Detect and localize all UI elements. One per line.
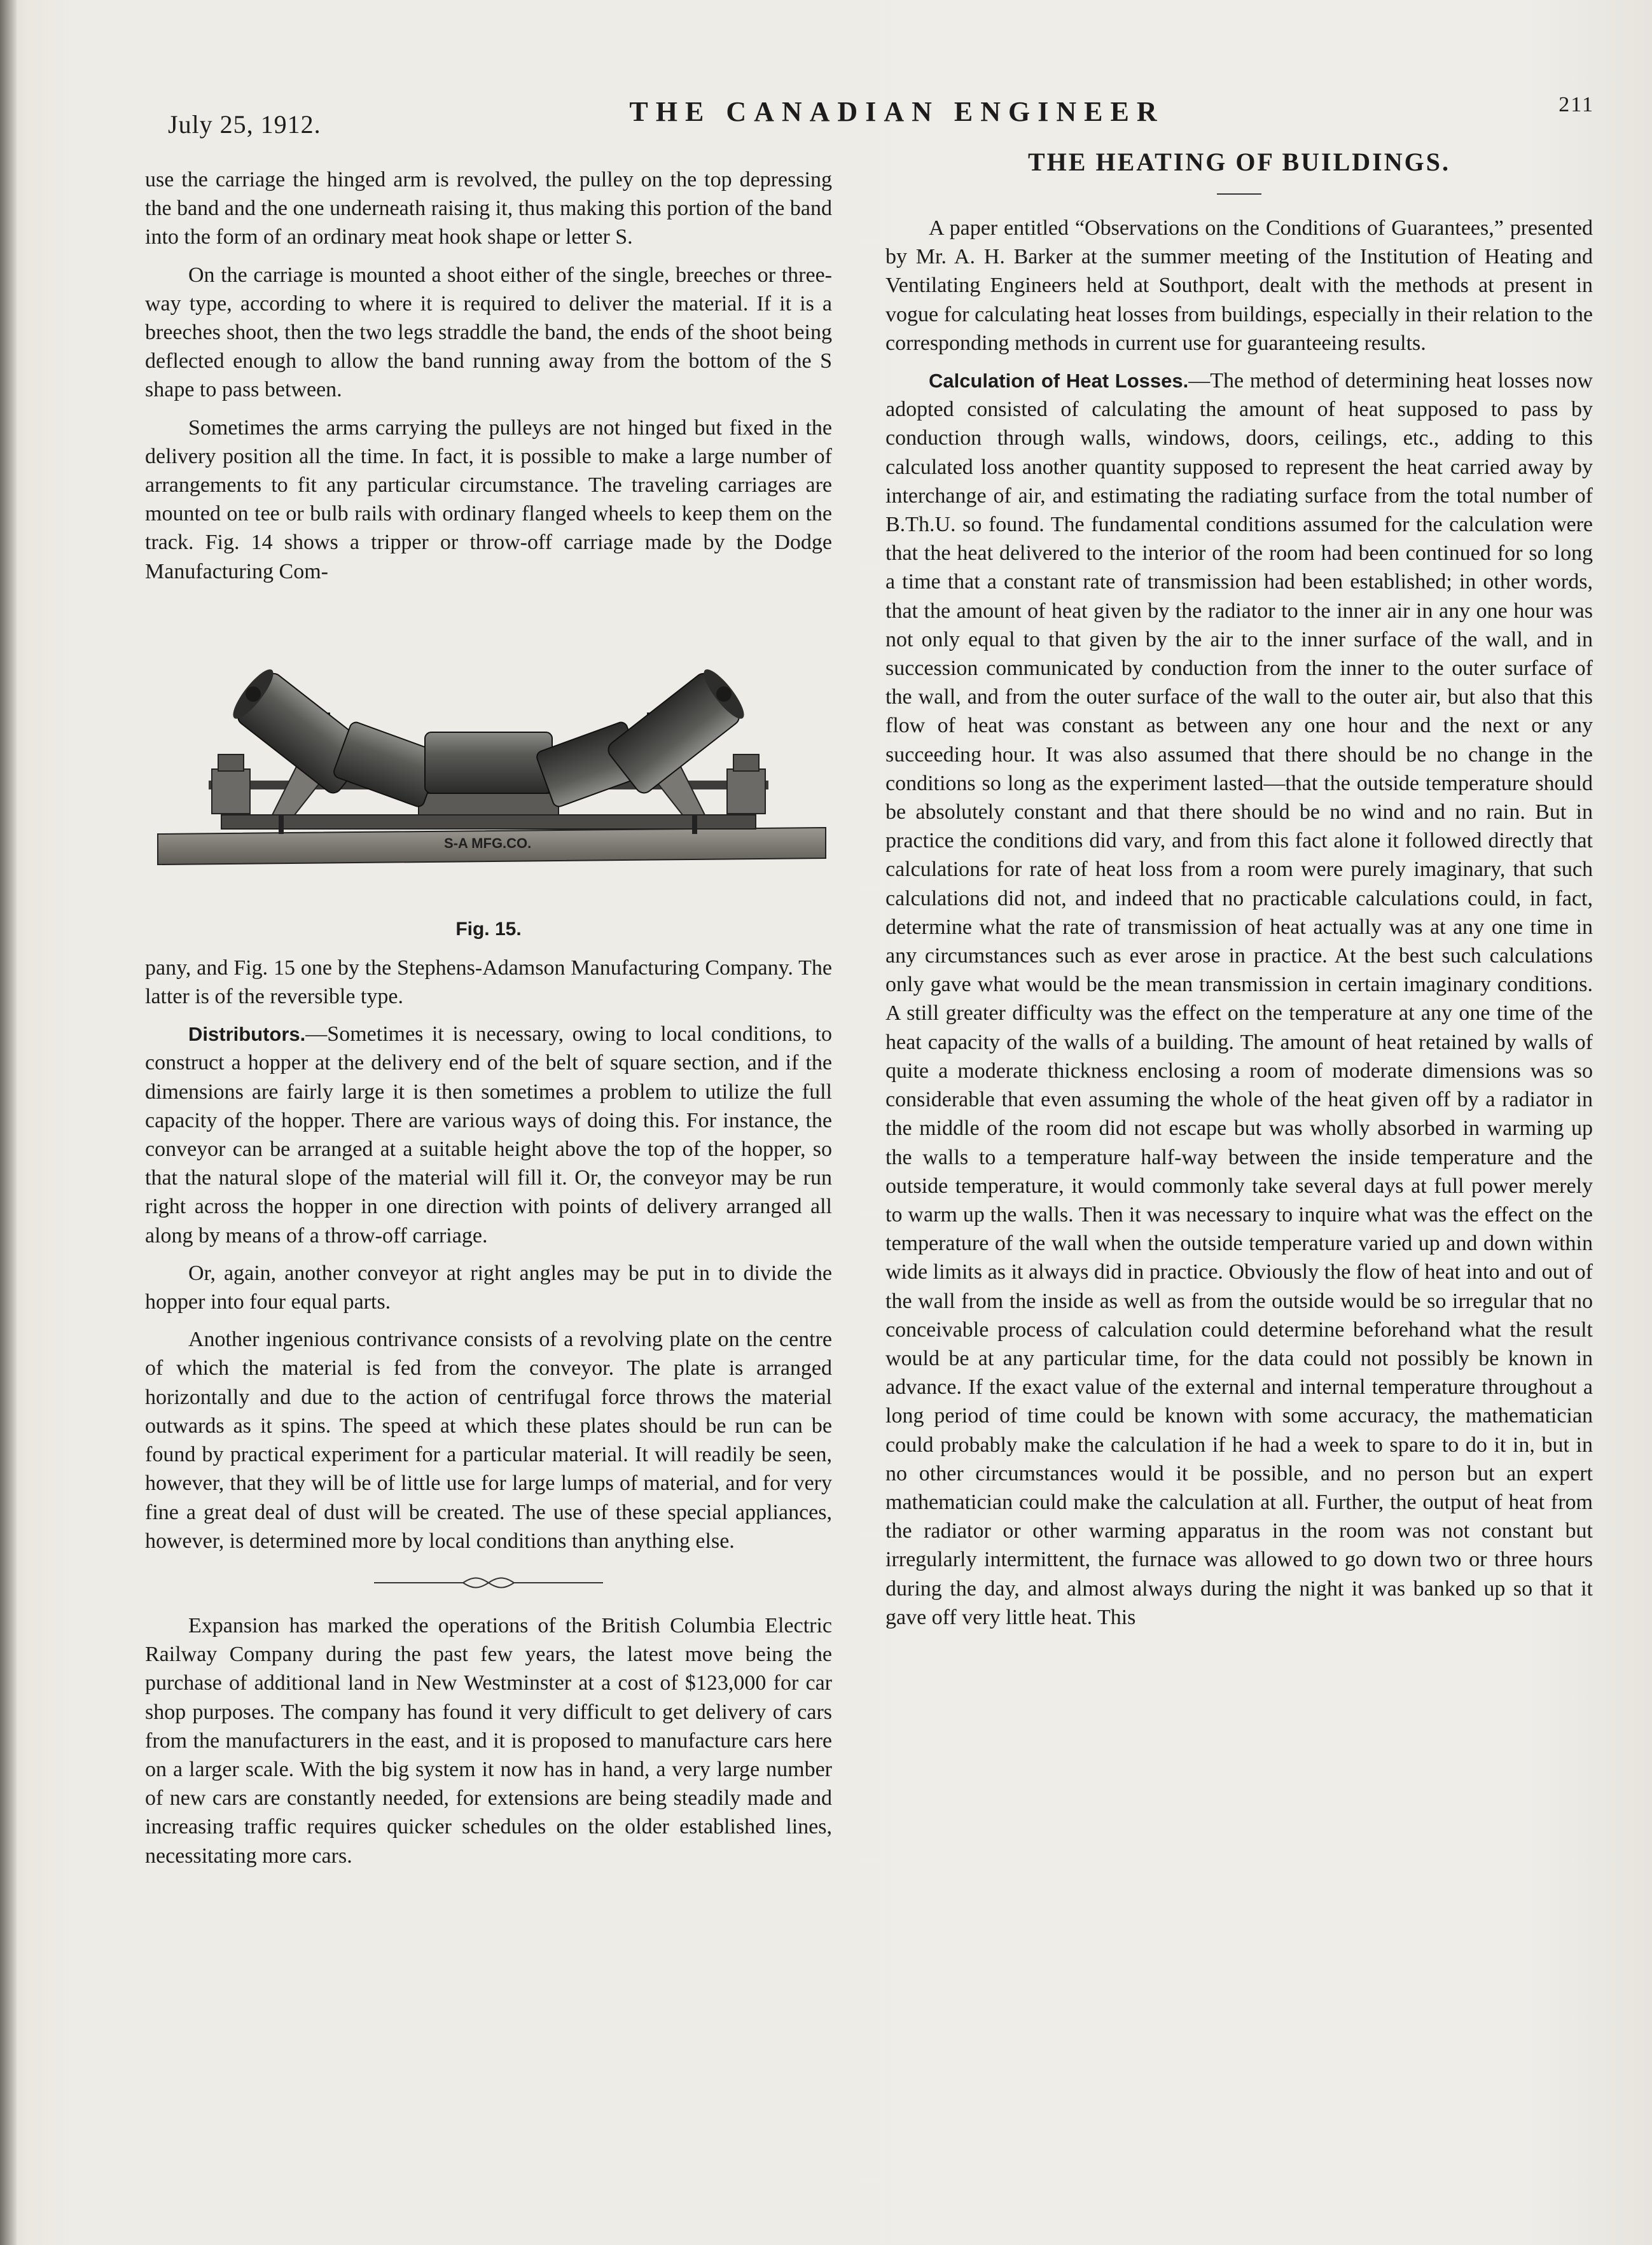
binding-gutter	[0, 0, 17, 2245]
left-column	[145, 165, 832, 1870]
journal-title: THE CANADIAN ENGINEER	[629, 96, 1165, 127]
figure-caption: Fig. 15.	[455, 918, 522, 940]
article-title: THE HEATING OF BUILDINGS.	[1027, 148, 1450, 176]
issue-date: July 25, 1912.	[168, 110, 321, 139]
paragraph: A paper entitled “Observations on the Conditions of Guarantees,” presented by Mr. A. H. Barker at the summer meeting of the Institution of Heating and Ventilating Engineers held at Southport, dealt with the methods at present in vogue for calculating heat losses from buildings, especially in their relation to the corresponding methods in current use for guaranteeing results.	[885, 216, 1593, 355]
maker-plate-text: S-A MFG.CO.	[444, 835, 532, 851]
page-number: 211	[1558, 93, 1594, 116]
paragraph: Another ingenious contrivance consists of a revolving plate on the centre of which the material is fed from the conveyor. The plate is arranged horizontally and due to the action of centrifugal force throws the material outwards as it spins. The speed at which these plates should be run can be found by practical experiment for a particular material. It will readily be seen, however, that they will be of little use for large lumps of material, and for very fine a great deal of dust will be created. The use of these special appliances, however, is determined more by local conditions than anything else.	[145, 1328, 832, 1553]
figure-conveyor-idler	[145, 624, 832, 904]
paragraph: use the carriage the hinged arm is revolved, the pulley on the top depressing the band and the one underneath raising it, thus making this portion of the band into the form of an ordinary meat hook shape or letter S.	[145, 168, 832, 249]
paragraph	[885, 366, 1593, 1632]
paragraph	[145, 1020, 832, 1250]
ornamental-divider	[374, 1573, 603, 1592]
paragraph: pany, and Fig. 15 one by the Stephens-Adamson Manufacturing Company. The latter is of the reversible type.	[145, 956, 832, 1009]
right-column	[885, 146, 1593, 1632]
paragraph-text: —The method of determining heat losses now adopted consisted of calculating the amount of heat supposed to pass by conduction through walls, windows, doors, ceilings, etc., adding to this calculated loss another quantity supposed to represent the heat carried away by interchange of air, and estimating the radiating surface from the total number of B.Th.U. so found. The fundamental conditions assumed for the calculation were that the heat delivered to the interior of the room had been continued for so long a time that a constant rate of transmission had been established; in other words, that the amount of heat given by the radiator to the inner air in any one hour was not only equal to that given by the air to the inner surface of the wall, and in succession communicated by conduction from the inner to the outer surface of the wall, and from the outer surface of the wall to the outer air, but also that this flow of heat was constant as between any one hour and the next or any succeeding hour. It was also assumed that there should be no change in the conditions so long as the experiment lasted—that the outside temperature should be absolutely constant and that there should be no wind and no rain. But in practice the conditions did vary, and from this fact alone it followed directly that calculations for rate of heat loss from a room were purely imaginary, that such calculations did not, and indeed that no practicable calculations could, in fact, determine what the rate of transmission of heat actually was at any one time in any circumstances such as ever arose in practice. At the best such calculations only gave what would be the mean transmission in certain imaginary conditions. A still greater difficulty was the effect on the temperature at any one time of the heat capacity of the walls of a building. The amount of heat retained by walls of quite a moderate thickness enclosing a room of moderate dimensions was so considerable that even assuming the whole of the heat given off by a radiator in the middle of the room did not escape but was wholly absorbed in warming up the walls to a temperature half-way between the inside temperature and the outside temperature, it would commonly take several days at full power merely to warm up the walls. Then it was necessary to inquire what was the effect on the temperature of the wall when the outside temperature varied up and down within wide limits as it always did in practice. Obviously the flow of heat into and out of the wall from the inside as well as from the outside would be so irregular that no conceivable process of calculation could determine beforehand what the result would be at any particular time, for the data could not possibly be known in advance. If the exact value of the external and internal temperature throughout a long period of time could be known with some accuracy, the mathematician could probably make the calculation if he had a week to spare to do it in, but in no other circumstances would it be possible, and no person but an expert mathematician could make the calculation at all. Further, the output of heat from the radiator or other warming apparatus in the room was not constant but irregularly intermittent, the furnace was allowed to go down two or three hours during the day, and almost always during the night it was banked up so that it gave off very little heat. This	[885, 369, 1593, 1629]
paragraph-text: —Sometimes it is necessary, owing to local conditions, to construct a hopper at the delivery end of the belt of square section, and if the dimensions are fairly large it is then sometimes a problem to utilize the full capacity of the hopper. There are various ways of doing this. For instance, the conveyor can be arranged at a suitable height above the top of the hopper, so that the natural slope of the material will fill it. Or, the conveyor may be run right across the hopper in one direction with points of delivery arranged all along by means of a throw-off carriage.	[145, 1022, 832, 1248]
paragraph: On the carriage is mounted a shoot either of the single, breeches or three-way type, according to where it is required to deliver the material. If it is a breeches shoot, then the two legs straddle the band, the ends of the shoot being deflected enough to allow the band running away from the bottom of the S shape to pass between.	[145, 263, 832, 402]
paragraph: Sometimes the arms carrying the pulleys are not hinged but fixed in the delivery position all the time. In fact, it is possible to make a large number of arrangements to fit any particular circumstance. The traveling carriages are mounted on tee or bulb rails with ordinary flanged wheels to keep them on the track. Fig. 14 shows a tripper or throw-off carriage made by the Dodge Manufacturing Com-	[145, 415, 832, 583]
title-rule	[1217, 193, 1261, 195]
paragraph: Expansion has marked the operations of the British Columbia Electric Railway Company during the past few years, the latest move being the purchase of additional land in New Westminster at a cost of $123,000 for car shop purposes. The company has found it very difficult to get delivery of cars from the manufacturers in the east, and it is proposed to manufacture cars here on a larger scale. With the big system it now has in hand, a very large number of new cars are constantly needed, for extensions are being steadily made and increasing traffic requires quicker schedules on the older established lines, necessitating more cars.	[145, 1613, 832, 1868]
conveyor-idler-illustration	[145, 624, 832, 904]
run-in-heading: Distributors.	[188, 1023, 306, 1046]
paragraph: Or, again, another conveyor at right angles may be put in to divide the hopper into four equal parts.	[145, 1261, 832, 1314]
run-in-heading: Calculation of Heat Losses.	[929, 370, 1189, 393]
running-header	[153, 95, 1603, 153]
